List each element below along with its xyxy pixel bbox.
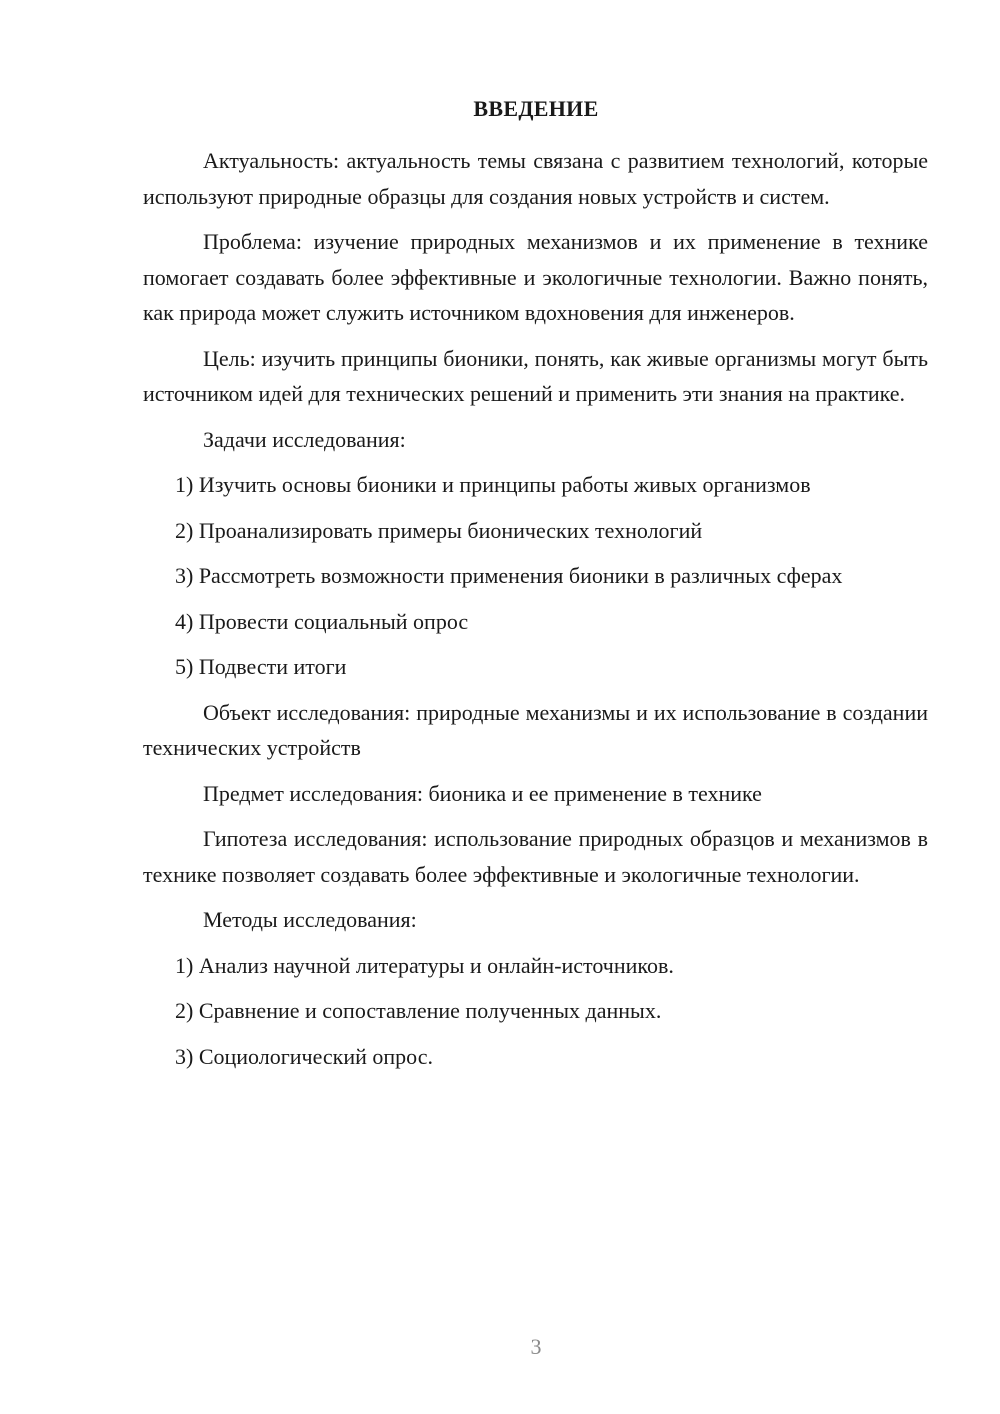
method-item: 2) Сравнение и сопоставление полученных данных. — [175, 998, 662, 1023]
page-title: ВВЕДЕНИЕ — [473, 96, 599, 121]
document-body — [143, 143, 928, 1084]
task-item: 2) Проанализировать примеры бионических технологий — [175, 517, 703, 543]
method-item: 1) Анализ научной литературы и онлайн-источников. — [175, 952, 674, 978]
relevance-paragraph: Актуальность: актуальность темы связана с развитием технологий, которые используют природные образцы для создания новых устройств и систем. — [143, 148, 928, 209]
tasks-heading: Задачи исследования: — [203, 426, 406, 452]
page-number: 3 — [530, 1334, 542, 1359]
problem-paragraph: Проблема: изучение природных механизмов и их применение в технике помогает создавать более эффективные и экологичные технологии. Важно понять, как природа может служить источником вдохновения для инженеров. — [143, 229, 928, 325]
method-item: 3) Социологический опрос. — [175, 1043, 433, 1069]
goal-paragraph: Цель: изучить принципы бионики, понять, как живые организмы могут быть источником идей для технических решений и применить эти знания на практике. — [143, 345, 928, 406]
subject-paragraph: Предмет исследования: бионика и ее применение в технике — [203, 780, 762, 806]
object-paragraph: Объект исследования: природные механизмы и их использование в создании технических устройств — [143, 699, 928, 760]
task-item: 1) Изучить основы бионики и принципы работы живых организмов — [175, 472, 811, 497]
task-item: 4) Провести социальный опрос — [175, 608, 469, 634]
methods-heading: Методы исследования: — [203, 907, 417, 932]
task-item: 3) Рассмотреть возможности применения бионики в различных сферах — [175, 563, 843, 588]
hypothesis-paragraph: Гипотеза исследования: использование природных образцов и механизмов в технике позволяет создавать более эффективные и экологичные технологии. — [143, 826, 928, 887]
task-item: 5) Подвести итоги — [175, 654, 347, 679]
